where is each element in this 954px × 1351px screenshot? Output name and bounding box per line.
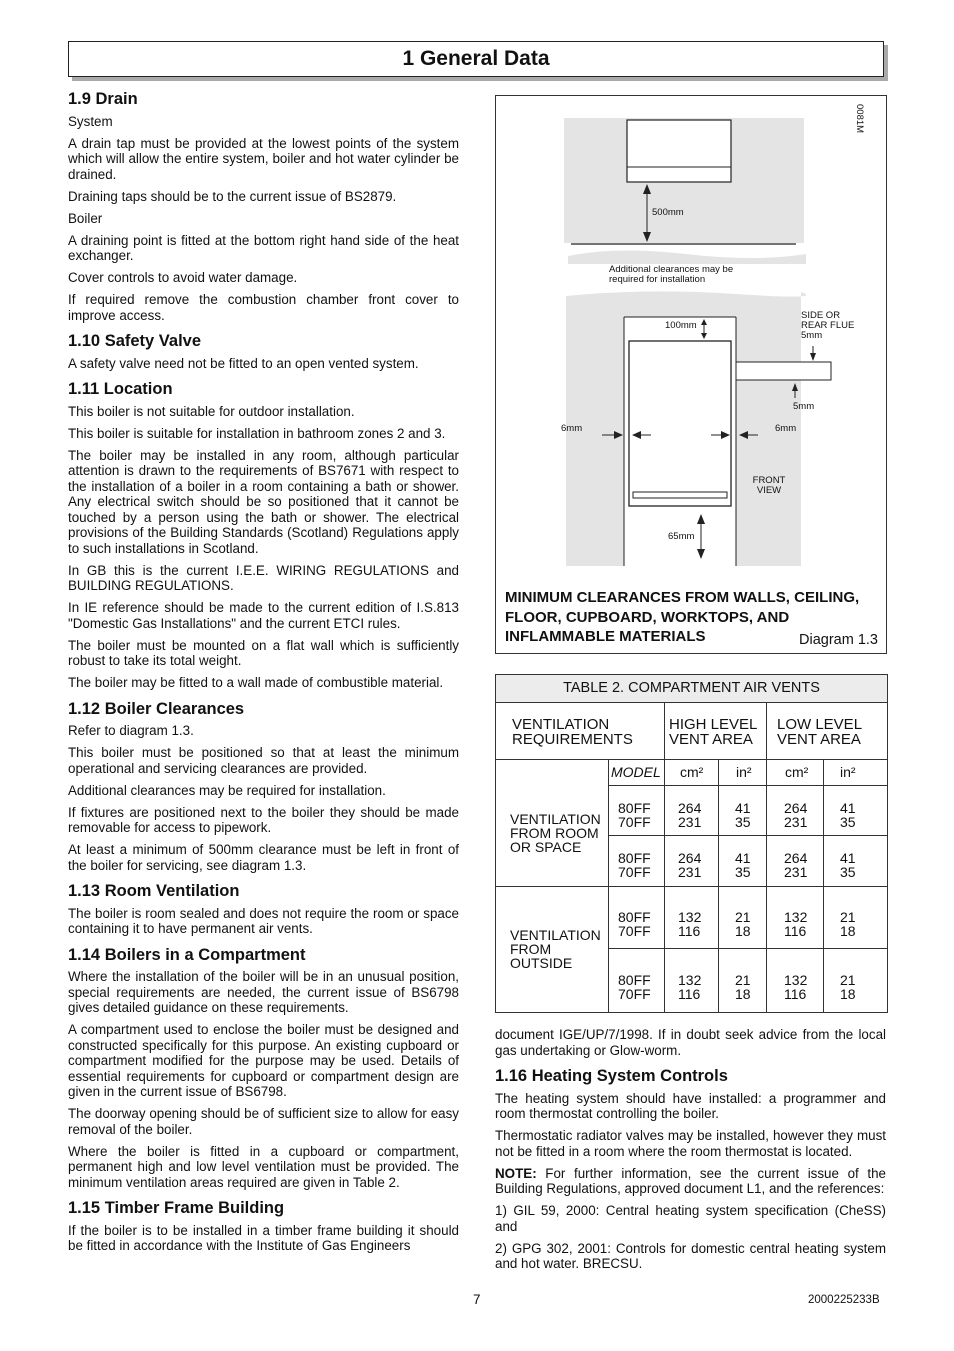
table-cell-model: 80FF 70FF bbox=[618, 909, 651, 939]
section-title: 1.16 Heating System Controls bbox=[495, 1067, 728, 1085]
left-column bbox=[68, 90, 459, 1260]
paragraph: Where the boiler is fitted in a cupboard or compartment, permanent high and low level ventilation must be provided. The minimum ventilation areas required are given in Table 2. bbox=[68, 1143, 459, 1190]
grid-line bbox=[664, 702, 665, 1012]
grid-line bbox=[823, 759, 824, 1012]
paragraph: 2) GPG 302, 2001: Controls for domestic central heating system and hot water. BRECSU. bbox=[495, 1240, 886, 1271]
table-cell: 132 116 bbox=[678, 972, 702, 1002]
table-title: TABLE 2. COMPARTMENT AIR VENTS bbox=[496, 675, 887, 703]
section-title: 1.13 Room Ventilation bbox=[68, 882, 240, 900]
unit-cm2: cm² bbox=[785, 764, 809, 780]
note-text: For further information, see the current issue of the Building Regulations, approved document L1, and the references: bbox=[495, 1165, 886, 1196]
table-cell-model: 80FF 70FF bbox=[618, 850, 651, 880]
paragraph: 1) GIL 59, 2000: Central heating system specification (CheSS) and bbox=[495, 1203, 886, 1234]
boiler-side-view bbox=[627, 120, 731, 182]
group-room: VENTILATION FROM ROOM OR SPACE bbox=[510, 811, 601, 855]
side-flue-label: SIDE OR REAR FLUE 5mm bbox=[801, 310, 855, 341]
document-code: 2000225233B bbox=[808, 1294, 880, 1306]
grid-line bbox=[608, 835, 887, 836]
paragraph: At least a minimum of 500mm clearance must be left in front of the boiler for servicing, see diagram 1.3. bbox=[68, 842, 459, 873]
paragraph: In GB this is the current I.E.E. WIRING REGULATIONS and BUILDING REGULATIONS. bbox=[68, 562, 459, 593]
section-title: 1.11 Location bbox=[68, 380, 173, 398]
paragraph: The doorway opening should be of sufficient size to allow for easy removal of the boiler. bbox=[68, 1106, 459, 1137]
paragraph: Draining taps should be to the current issue of BS2879. bbox=[68, 188, 397, 204]
right-column bbox=[495, 1027, 886, 1278]
table-cell: 132 116 bbox=[678, 909, 702, 939]
table-cell: 41 35 bbox=[840, 800, 856, 830]
section-title: 1.9 Drain bbox=[68, 90, 138, 108]
grid-line bbox=[608, 948, 887, 949]
page-header bbox=[68, 41, 884, 77]
paragraph: The boiler must be mounted on a flat wall which is sufficiently robust to take its total weight. bbox=[68, 637, 459, 668]
paragraph: Where the installation of the boiler will be in an unusual position, special requirements are needed, the current issue of BS6798 gives detailed guidance on these requirements. bbox=[68, 969, 459, 1015]
diagram-title: MINIMUM CLEARANCES FROM WALLS, CEILING, FLOOR, CUPBOARD, WORKTOPS, AND INFLAMMABLE MATERIALS bbox=[505, 589, 860, 645]
grid-line bbox=[608, 759, 609, 1012]
flue-pipe bbox=[736, 362, 831, 380]
paragraph: Thermostatic radiator valves may be installed, however they must not be fitted in a room where the room thermostat is located. bbox=[495, 1128, 886, 1159]
unit-cm2: cm² bbox=[680, 764, 704, 780]
table-cell: 264 231 bbox=[784, 850, 808, 880]
paragraph: document IGE/UP/7/1998. If in doubt seek advice from the local gas undertaking or Glow-worm. bbox=[495, 1027, 886, 1058]
header-high-level: HIGH LEVEL VENT AREA bbox=[669, 716, 757, 748]
table-cell: 132 116 bbox=[784, 972, 808, 1002]
paragraph: Additional clearances may be required for installation. bbox=[68, 782, 386, 798]
grid-line bbox=[496, 759, 887, 760]
grid-line bbox=[718, 759, 719, 1012]
diagram-number: Diagram 1.3 bbox=[799, 632, 878, 648]
paragraph: This boiler must be positioned so that at least the minimum operational and servicing clearances are provided. bbox=[68, 745, 459, 776]
paragraph: A drain tap must be provided at the lowest points of the system which will allow the entire system, boiler and hot water cylinder be drained. bbox=[68, 135, 459, 182]
paragraph: Refer to diagram 1.3. bbox=[68, 723, 194, 738]
paragraph: This boiler is not suitable for outdoor installation. bbox=[68, 403, 355, 419]
paragraph: This boiler is suitable for installation in bathroom zones 2 and 3. bbox=[68, 425, 446, 441]
paragraph: Boiler bbox=[68, 210, 103, 226]
header-ventilation: VENTILATION REQUIREMENTS bbox=[512, 716, 633, 748]
paragraph: Cover controls to avoid water damage. bbox=[68, 270, 298, 285]
paragraph: The heating system should have installed: a programmer and room thermostat controlling the boiler. bbox=[495, 1090, 886, 1121]
air-vents-table bbox=[495, 674, 888, 1013]
grid-line bbox=[608, 785, 887, 786]
grid-line bbox=[496, 886, 887, 887]
table-cell-model: 80FF 70FF bbox=[618, 800, 651, 830]
clearance-100: 100mm bbox=[665, 320, 697, 331]
grid-line bbox=[766, 702, 767, 1012]
table-cell-model: 80FF 70FF bbox=[618, 972, 651, 1002]
model-header: MODEL bbox=[611, 764, 661, 780]
wall-shading bbox=[568, 250, 806, 264]
table-cell: 21 18 bbox=[840, 909, 856, 939]
unit-in2: in² bbox=[840, 764, 856, 780]
paragraph: The boiler may be installed in any room, although particular attention is drawn to the requirements of BS7671 with respect to the installation of a boiler in a room containing a bath or shower. Any electrical switch should be so positioned that it cannot be touched by a person using the bath or shower. The electrical provisions of the Building Standards (Scotland) Regulations apply to such installations in Scotland. bbox=[68, 447, 459, 556]
paragraph bbox=[495, 1166, 886, 1197]
paragraph: System bbox=[68, 113, 113, 129]
additional-note: Additional clearances may be required for installation bbox=[609, 264, 734, 285]
boiler-controls bbox=[633, 492, 727, 498]
note-label: NOTE: bbox=[495, 1165, 537, 1181]
unit-in2: in² bbox=[736, 764, 752, 780]
table-cell: 41 35 bbox=[735, 850, 751, 880]
clearance-6-right: 6mm bbox=[775, 423, 797, 434]
section-title: 1.12 Boiler Clearances bbox=[68, 699, 245, 718]
table-cell: 21 18 bbox=[735, 972, 751, 1002]
clearance-diagram bbox=[495, 95, 887, 654]
page-number: 7 bbox=[473, 1292, 481, 1307]
section-title: 1.14 Boilers in a Compartment bbox=[68, 945, 306, 964]
clearance-65: 65mm bbox=[668, 531, 695, 542]
clearance-500: 500mm bbox=[652, 207, 684, 218]
table-cell: 41 35 bbox=[840, 850, 856, 880]
table-cell: 21 18 bbox=[735, 909, 751, 939]
paragraph: The boiler may be fitted to a wall made of combustible material. bbox=[68, 675, 444, 690]
table-cell: 41 35 bbox=[735, 800, 751, 830]
paragraph: The boiler is room sealed and does not require the room or space containing it to have permanent air vents. bbox=[68, 905, 459, 936]
paragraph: If the boiler is to be installed in a timber frame building it should be fitted in accordance with the Institute of Gas Engineers bbox=[68, 1222, 459, 1253]
section-title: 1.10 Safety Valve bbox=[68, 332, 202, 350]
clearance-5: 5mm bbox=[793, 401, 815, 412]
arrow-head bbox=[810, 353, 816, 361]
front-view-label: FRONT VIEW bbox=[752, 475, 786, 496]
table-cell: 132 116 bbox=[784, 909, 808, 939]
paragraph: A draining point is fitted at the bottom right hand side of the heat exchanger. bbox=[68, 232, 459, 263]
paragraph: A compartment used to enclose the boiler must be designed and constructed specifically for this purpose. An existing cupboard or compartment modified for the purpose may be used. Details of essential requirements for cupboard or compartment design are given in the current issue of BS6798. bbox=[68, 1022, 459, 1099]
paragraph: If required remove the combustion chamber front cover to improve access. bbox=[68, 292, 459, 323]
table-cell: 21 18 bbox=[840, 972, 856, 1002]
boiler-front-view bbox=[629, 341, 731, 506]
paragraph: If fixtures are positioned next to the boiler they should be made removable for access to pipework. bbox=[68, 804, 459, 835]
section-title: 1.15 Timber Frame Building bbox=[68, 1199, 285, 1217]
paragraph: In IE reference should be made to the current edition of I.S.813 "Domestic Gas Installations" and the current ETCI rules. bbox=[68, 600, 459, 631]
table-cell: 264 231 bbox=[784, 800, 808, 830]
group-outside: VENTILATION FROM OUTSIDE bbox=[510, 927, 601, 971]
table-cell: 264 231 bbox=[678, 800, 702, 830]
page-title: 1 General Data bbox=[402, 47, 550, 70]
diagram-code: 0081M bbox=[854, 104, 865, 134]
header-low-level: LOW LEVEL VENT AREA bbox=[777, 716, 862, 748]
table-cell: 264 231 bbox=[678, 850, 702, 880]
clearance-6-left: 6mm bbox=[561, 423, 583, 434]
paragraph: A safety valve need not be fitted to an open vented system. bbox=[68, 355, 419, 371]
